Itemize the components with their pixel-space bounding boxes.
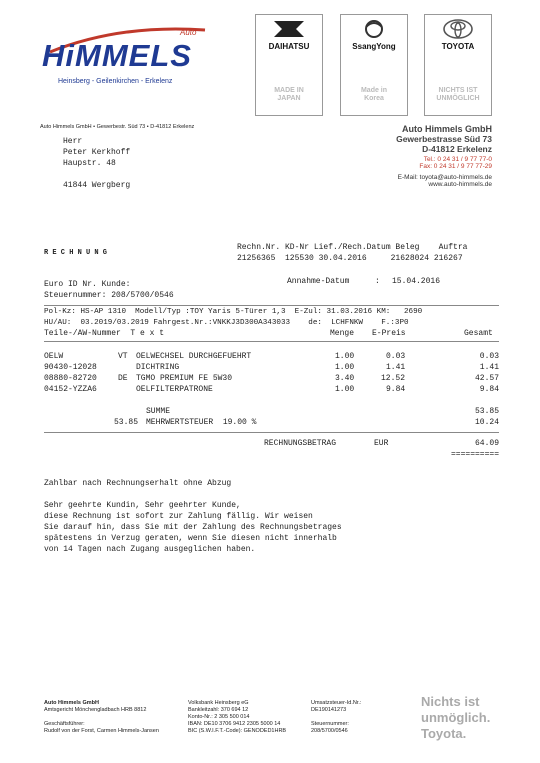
logo-name: HiMMELS bbox=[42, 38, 192, 73]
brand-tag-line2: JAPAN bbox=[277, 95, 301, 102]
payment-note: Zahlbar nach Rechnungserhalt ohne Abzug bbox=[44, 479, 232, 488]
recipient-address bbox=[63, 136, 130, 191]
total-divider bbox=[44, 432, 499, 433]
logo-locations: Heinsberg - Geilenkirchen - Erkelenz bbox=[58, 78, 173, 85]
total-label: RECHNUNGSBETRAG bbox=[264, 439, 337, 448]
col-menge: Menge bbox=[330, 329, 355, 338]
footer-col-company: Auto Himmels GmbH Amtsgericht Mönchengladbach HRB 8812 Geschäftsführer: Rudolf von der Forst, Carmen Himmels-Jansen bbox=[44, 700, 159, 734]
table-row: 04152-YZZA6 OELFILTERPATRONE 1.00 9.84 9.84 bbox=[44, 385, 499, 394]
company-address bbox=[292, 124, 492, 188]
summe-label: SUMME bbox=[146, 407, 171, 416]
footer-slogan: Nichts ist unmöglich. Toyota. bbox=[421, 694, 491, 741]
annahme-sep: : bbox=[375, 277, 380, 286]
company-name: Auto Himmels GmbH bbox=[401, 124, 492, 134]
table-row: 08880-82720 DE TGMO PREMIUM FE 5W30 3.40 12.52 42.57 bbox=[44, 374, 499, 383]
col-epreis: E-Preis bbox=[372, 329, 406, 338]
company-web: www.auto-himmels.de bbox=[428, 181, 492, 188]
tax-number: Steuernummer: 208/5700/0546 bbox=[44, 291, 174, 300]
vehicle-divider bbox=[44, 305, 499, 306]
annahme-date: 15.04.2016 bbox=[392, 277, 441, 286]
mwst-label: MEHRWERTSTEUER 19.00 % bbox=[146, 418, 257, 427]
mwst-value: 10.24 bbox=[474, 418, 499, 427]
company-street: Gewerbestrasse Süd 73 bbox=[396, 134, 492, 144]
sender-line: Auto Himmels GmbH • Gewerbestr. Süd 73 • D-41812 Erkelenz bbox=[40, 124, 195, 130]
table-row: 90430-12028 DICHTRING 1.00 1.41 1.41 bbox=[44, 363, 499, 372]
brand-daihatsu: DAIHATSU MADE IN JAPAN bbox=[255, 14, 323, 116]
col-gesamt: Gesamt bbox=[464, 329, 493, 338]
doc-title: R E C H N U N G bbox=[44, 249, 108, 257]
brand-tag-line1: NICHTS IST bbox=[438, 87, 478, 94]
recipient-name: Peter Kerkhoff bbox=[63, 148, 131, 157]
table-header bbox=[44, 329, 499, 340]
himmels-logo bbox=[40, 22, 210, 92]
total-row bbox=[44, 439, 499, 450]
company-tel: Tel.: 0 24 31 / 9 77 77-0 bbox=[423, 156, 492, 163]
brand-tag-line1: Made in bbox=[360, 87, 388, 94]
annahme-label: Annahme-Datum bbox=[287, 277, 350, 286]
vehicle-line2: HU/AU: 03.2019/03.2019 Fahrgest.Nr.:VNKKJ3D300A343033 de: LCHFNKW F.:3P0 bbox=[44, 319, 409, 327]
brand-tag-line2: Korea bbox=[364, 95, 384, 102]
ref-header: Rechn.Nr. KD-Nr Lief./Rech.Datum Beleg Auftra bbox=[237, 243, 468, 252]
summe-value: 53.85 bbox=[474, 407, 499, 416]
brand-tag-line1: MADE IN bbox=[274, 87, 304, 94]
recipient-street: Haupstr. 48 bbox=[63, 159, 116, 168]
vehicle-line1: Pol-Kz: HS-AP 1310 Modell/Typ :TOY Yaris 5-Türer 1,3 E-Zul: 31.03.2016 KM: 2690 bbox=[44, 308, 423, 316]
company-city: D-41812 Erkelenz bbox=[422, 144, 492, 154]
recipient-city: 41844 Wergberg bbox=[63, 181, 131, 190]
company-fax: Fax: 0 24 31 / 9 77 77-29 bbox=[419, 163, 492, 170]
total-underline: ========== bbox=[450, 450, 499, 459]
brand-ssangyong: SsangYong Made in Korea bbox=[340, 14, 408, 116]
ref-values: 21256365 125530 30.04.2016 21628024 216267 bbox=[237, 254, 463, 263]
daihatsu-logo-icon bbox=[256, 17, 322, 43]
footer-col-tax: Umsatzsteuer-Id.Nr.: DE190141273 Steuernummer: 208/5700/0546 bbox=[311, 700, 362, 734]
mwst-row bbox=[44, 418, 499, 429]
company-email: E-Mail: toyota@auto-himmels.de bbox=[397, 174, 492, 181]
logo-auto: Auto bbox=[180, 28, 197, 37]
total-value: 64.09 bbox=[474, 439, 499, 448]
total-underline-row bbox=[44, 450, 499, 461]
footer-col-bank: Volksbank Heinsberg eG Bankleitzahl: 370 694 12 Konto-Nr.: 2 305 500 014 IBAN: DE10 3706 9412 2305 5000 14 BIC (S.W.I.F.T.-Code): GENODED1HRB bbox=[188, 700, 287, 734]
table-divider bbox=[44, 341, 499, 342]
total-currency: EUR bbox=[374, 439, 389, 448]
brand-toyota: TOYOTA NICHTS IST UNMÖGLICH bbox=[424, 14, 492, 116]
table-row: OELW VT OELWECHSEL DURCHGEFUEHRT 1.00 0.03 0.03 bbox=[44, 352, 499, 361]
ssangyong-logo-icon bbox=[341, 17, 407, 43]
recipient-salutation: Herr bbox=[63, 137, 83, 146]
summe-row bbox=[44, 407, 499, 418]
toyota-logo-icon bbox=[425, 17, 491, 43]
euro-id: Euro ID Nr. Kunde: bbox=[44, 280, 131, 289]
col-teile: Teile-/AW-Nummer T e x t bbox=[44, 329, 165, 338]
body-text: Sehr geehrte Kundin, Sehr geehrter Kunde, diese Rechnung ist sofort zur Zahlung fällig. Wir weisen Sie darauf hin, dass Sie mit der Zahlung des Rechnungsbetrages spätestens in Verzug geraten, wenn Sie diesen nicht innerhalb von 14 Tagen nach Zugang ausgeglichen haben. bbox=[44, 501, 342, 554]
brand-tag-line2: UNMÖGLICH bbox=[436, 95, 480, 102]
mwst-base: 53.85 bbox=[114, 418, 139, 427]
